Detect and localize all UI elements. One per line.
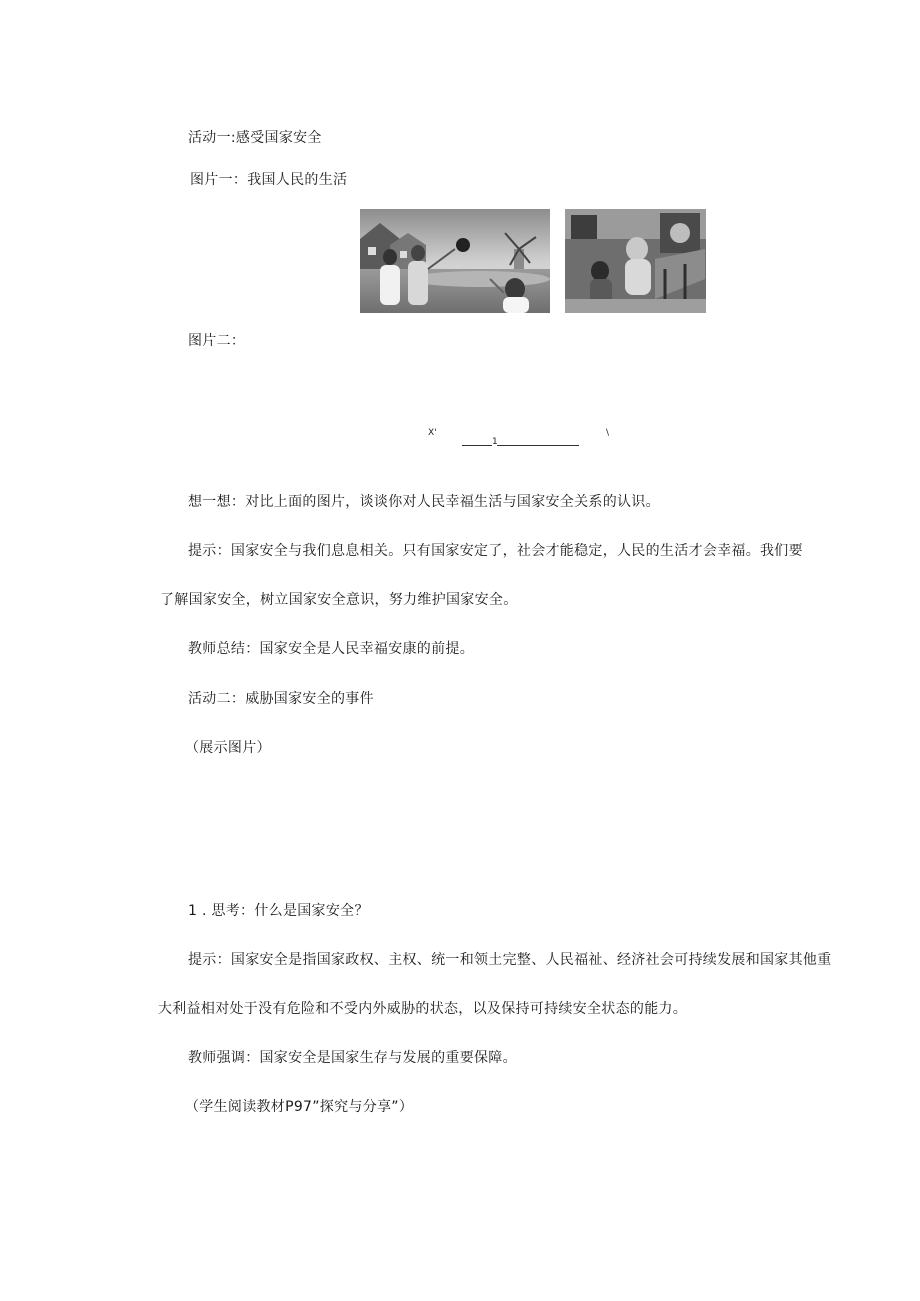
photo-playground [565, 209, 706, 313]
picture2-caption: 图片二： [188, 333, 246, 349]
think-question: 想一想：对比上面的图片，谈谈你对人民幸福生活与国家安全关系的认识。 [188, 494, 660, 510]
teacher-emphasis: 教师强调：国家安全是国家生存与发展的重要保障。 [188, 1050, 517, 1066]
picture1-caption: 图片一：我国人民的生活 [190, 172, 348, 188]
photo-family-outdoors [360, 209, 550, 313]
activity1-heading: 活动一:感受国家安全 [188, 130, 322, 146]
photo-family-outdoors-image [360, 209, 550, 313]
show-pictures-note: （展示图片） [185, 740, 271, 756]
picture2-right-mark: \ [606, 428, 610, 438]
question1-hint-line1: 提示：国家安全是指国家政权、主权、统一和领土完整、人民福祉、经济社会可持续发展和国家其他重 [188, 952, 832, 968]
reading-note: （学生阅读教材P97”探究与分享”） [185, 1099, 414, 1115]
think-hint-line2: 了解国家安全，树立国家安全意识，努力维护国家安全。 [160, 592, 518, 608]
picture2-left-mark: X' [428, 428, 437, 438]
picture2-rule-right [497, 445, 579, 446]
question1-hint-line2: 大利益相对处于没有危险和不受内外威胁的状态，以及保持可持续安全状态的能力。 [158, 1001, 688, 1017]
teacher-summary: 教师总结：国家安全是人民幸福安康的前提。 [188, 641, 474, 657]
picture2-rule-label: 1 [492, 437, 498, 447]
picture2-rule-left [462, 445, 492, 446]
question1-label: 1 . 思考：什么是国家安全？ [188, 903, 369, 919]
think-hint-line1: 提示：国家安全与我们息息相关。只有国家安定了，社会才能稳定，人民的生活才会幸福。我们要 [188, 543, 803, 559]
photo-playground-image [565, 209, 706, 313]
activity2-heading: 活动二：威胁国家安全的事件 [188, 691, 374, 707]
